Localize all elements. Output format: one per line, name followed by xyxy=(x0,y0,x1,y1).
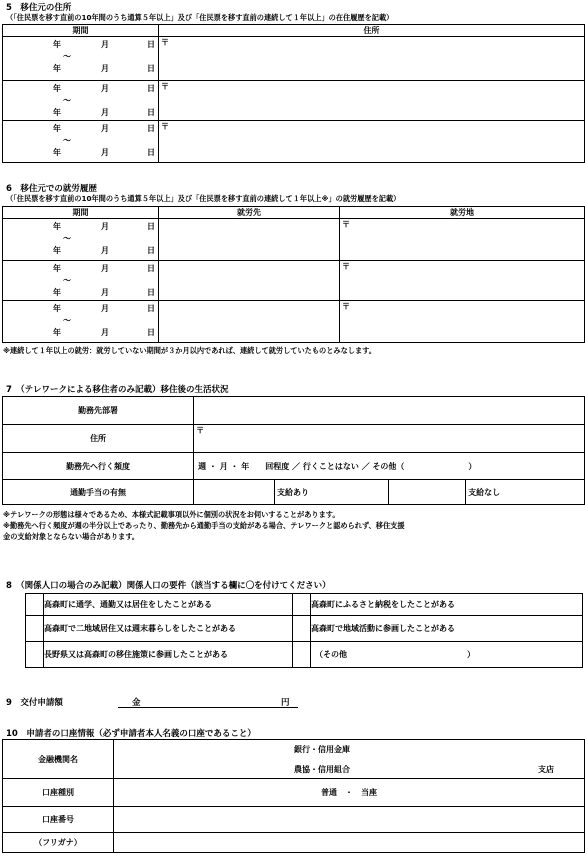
check-cell[interactable] xyxy=(26,616,44,642)
postal-mark-icon: 〒 xyxy=(196,426,205,435)
col-address: 住所 xyxy=(159,25,585,37)
tilde-mark: ～ xyxy=(63,96,71,105)
day-label: 日 xyxy=(147,148,155,157)
postal-mark-icon: 〒 xyxy=(342,220,350,229)
bank-label: 金融機関名 xyxy=(3,740,114,779)
year-label: 年 xyxy=(53,304,61,313)
requirement-item: 高森町で二地域居住又は週末暮らしをしたことがある xyxy=(44,616,293,642)
year-label: 年 xyxy=(53,84,61,93)
year-label: 年 xyxy=(53,246,61,255)
month-label: 月 xyxy=(101,264,109,273)
section8-table xyxy=(25,593,583,668)
month-label: 月 xyxy=(101,288,109,297)
requirement-item-other[interactable]: （その他 ） xyxy=(311,642,583,668)
period-cell[interactable] xyxy=(3,301,159,343)
allowance-yes-label: 支給あり xyxy=(275,480,389,505)
amount-prefix: 金 xyxy=(132,698,141,708)
check-cell[interactable] xyxy=(26,642,44,668)
col-workplace: 就労先 xyxy=(159,207,340,219)
section7-title: 7 （テレワークによる移住者のみ記載）移住後の生活状況 xyxy=(6,385,229,395)
day-label: 日 xyxy=(147,328,155,337)
section7-note3: 金の支給対象とならない場合があります。 xyxy=(3,532,139,541)
section9-title: 9 交付申請額 xyxy=(6,698,63,708)
month-label: 月 xyxy=(101,124,109,133)
address-cell[interactable] xyxy=(194,425,585,453)
section5-title: 5 移住元の住所 xyxy=(6,3,72,13)
postal-mark-icon: 〒 xyxy=(342,262,350,271)
section6-note: ※連続して１年以上の就労：就労していない期間が３か月以内であれば、連続して就労していたものとみなします。 xyxy=(3,346,376,355)
workplace-cell[interactable] xyxy=(159,219,340,261)
dept-label: 勤務先部署 xyxy=(3,397,194,425)
allowance-label: 通勤手当の有無 xyxy=(3,480,194,505)
kana-cell[interactable] xyxy=(114,833,585,853)
amount-field[interactable] xyxy=(118,707,298,708)
allowance-yes-mark-cell[interactable] xyxy=(194,480,275,505)
section10-table xyxy=(2,739,585,853)
month-label: 月 xyxy=(101,64,109,73)
branch-label: 支店 xyxy=(538,765,554,774)
tilde-mark: ～ xyxy=(63,316,71,325)
period-cell[interactable] xyxy=(3,261,159,301)
day-label: 日 xyxy=(147,84,155,93)
location-cell[interactable] xyxy=(340,219,585,261)
day-label: 日 xyxy=(147,222,155,231)
day-label: 日 xyxy=(147,288,155,297)
section6-title: 6 移住元での就労履歴 xyxy=(6,184,97,194)
day-label: 日 xyxy=(147,40,155,49)
postal-mark-icon: 〒 xyxy=(161,38,169,47)
section7-note1: ※テレワークの形態は様々であるため、本様式記載事項以外に個別の状況をお伺いすることがあります。 xyxy=(3,510,340,519)
period-cell[interactable] xyxy=(3,121,159,163)
bank-cell[interactable] xyxy=(114,740,585,779)
tilde-mark: ～ xyxy=(63,276,71,285)
check-cell[interactable] xyxy=(293,594,311,616)
period-cell[interactable] xyxy=(3,81,159,121)
month-label: 月 xyxy=(101,40,109,49)
year-label: 年 xyxy=(53,148,61,157)
month-label: 月 xyxy=(101,148,109,157)
bank-type-2: 農協・信用組合 xyxy=(294,765,350,774)
requirement-item: 高森町に通学、通勤又は居住をしたことがある xyxy=(44,594,293,616)
postal-mark-icon: 〒 xyxy=(161,122,169,131)
postal-mark-icon: 〒 xyxy=(342,302,350,311)
year-label: 年 xyxy=(53,328,61,337)
postal-mark-icon: 〒 xyxy=(161,82,169,91)
workplace-cell[interactable] xyxy=(159,301,340,343)
check-cell[interactable] xyxy=(293,616,311,642)
location-cell[interactable] xyxy=(340,301,585,343)
address-cell[interactable] xyxy=(159,81,585,121)
check-cell[interactable] xyxy=(293,642,311,668)
year-label: 年 xyxy=(53,124,61,133)
period-cell[interactable] xyxy=(3,219,159,261)
section7-note2: ※勤務先へ行く頻度が週の半分以上であったり、勤務先から通勤手当の支給がある場合、テレワークと認められず、移住支援 xyxy=(3,521,405,530)
requirement-item: 高森町で地域活動に参画したことがある xyxy=(311,616,583,642)
allowance-no-mark-cell[interactable] xyxy=(388,480,465,505)
dept-cell[interactable] xyxy=(194,397,585,425)
month-label: 月 xyxy=(101,108,109,117)
section8-title: 8 （関係人口の場合のみ記載）関係人口の要件（該当する欄に〇を付けてください） xyxy=(6,581,331,591)
month-label: 月 xyxy=(101,328,109,337)
year-label: 年 xyxy=(53,64,61,73)
day-label: 日 xyxy=(147,108,155,117)
tilde-mark: ～ xyxy=(63,136,71,145)
month-label: 月 xyxy=(101,246,109,255)
section10-title: 10 申請者の口座情報（必ず申請者本人名義の口座であること） xyxy=(6,729,256,739)
day-label: 日 xyxy=(147,264,155,273)
kana-label: （フリガナ） xyxy=(3,833,114,853)
account-type-label: 口座種別 xyxy=(3,779,114,807)
requirement-item: 高森町にふるさと納税をしたことがある xyxy=(311,594,583,616)
requirement-item: 長野県又は高森町の移住施策に参画したことがある xyxy=(44,642,293,668)
month-label: 月 xyxy=(101,84,109,93)
tilde-mark: ～ xyxy=(63,52,71,61)
allowance-no-label: 支給なし xyxy=(466,480,585,505)
account-number-label: 口座番号 xyxy=(3,807,114,833)
col-period: 期間 xyxy=(3,207,159,219)
account-number-cell[interactable] xyxy=(114,807,585,833)
section6-table xyxy=(2,206,585,343)
period-cell[interactable] xyxy=(3,37,159,81)
section7-table xyxy=(2,396,585,505)
year-label: 年 xyxy=(53,222,61,231)
section5-table xyxy=(2,24,585,163)
month-label: 月 xyxy=(101,222,109,231)
day-label: 日 xyxy=(147,64,155,73)
year-label: 年 xyxy=(53,108,61,117)
check-cell[interactable] xyxy=(26,594,44,616)
col-location: 就労地 xyxy=(340,207,585,219)
location-cell[interactable] xyxy=(340,261,585,301)
workplace-cell[interactable] xyxy=(159,261,340,301)
day-label: 日 xyxy=(147,124,155,133)
year-label: 年 xyxy=(53,288,61,297)
year-label: 年 xyxy=(53,264,61,273)
bank-type-1: 銀行・信用金庫 xyxy=(294,745,350,754)
month-label: 月 xyxy=(101,304,109,313)
tilde-mark: ～ xyxy=(63,234,71,243)
day-label: 日 xyxy=(147,246,155,255)
freq-label: 勤務先へ行く頻度 xyxy=(3,453,194,480)
address-label: 住所 xyxy=(3,425,194,453)
section6-subtitle: （「住民票を移す直前の10年間のうち通算５年以上」及び「住民票を移す直前の連続して１年以上※」の就労履歴を記載） xyxy=(6,194,401,203)
section5-subtitle: （「住民票を移す直前の10年間のうち通算５年以上」及び「住民票を移す直前の連続して１年以上」の在住履歴を記載） xyxy=(6,13,394,22)
freq-cell[interactable]: 週 ・ 月 ・ 年 回程度 ／ 行くことはない ／ その他（ ） xyxy=(194,453,585,480)
day-label: 日 xyxy=(147,304,155,313)
year-label: 年 xyxy=(53,40,61,49)
col-period: 期間 xyxy=(3,25,159,37)
amount-unit: 円 xyxy=(281,698,290,708)
address-cell[interactable] xyxy=(159,121,585,163)
account-type-cell[interactable]: 普通 ・ 当座 xyxy=(114,779,585,807)
address-cell[interactable] xyxy=(159,37,585,81)
